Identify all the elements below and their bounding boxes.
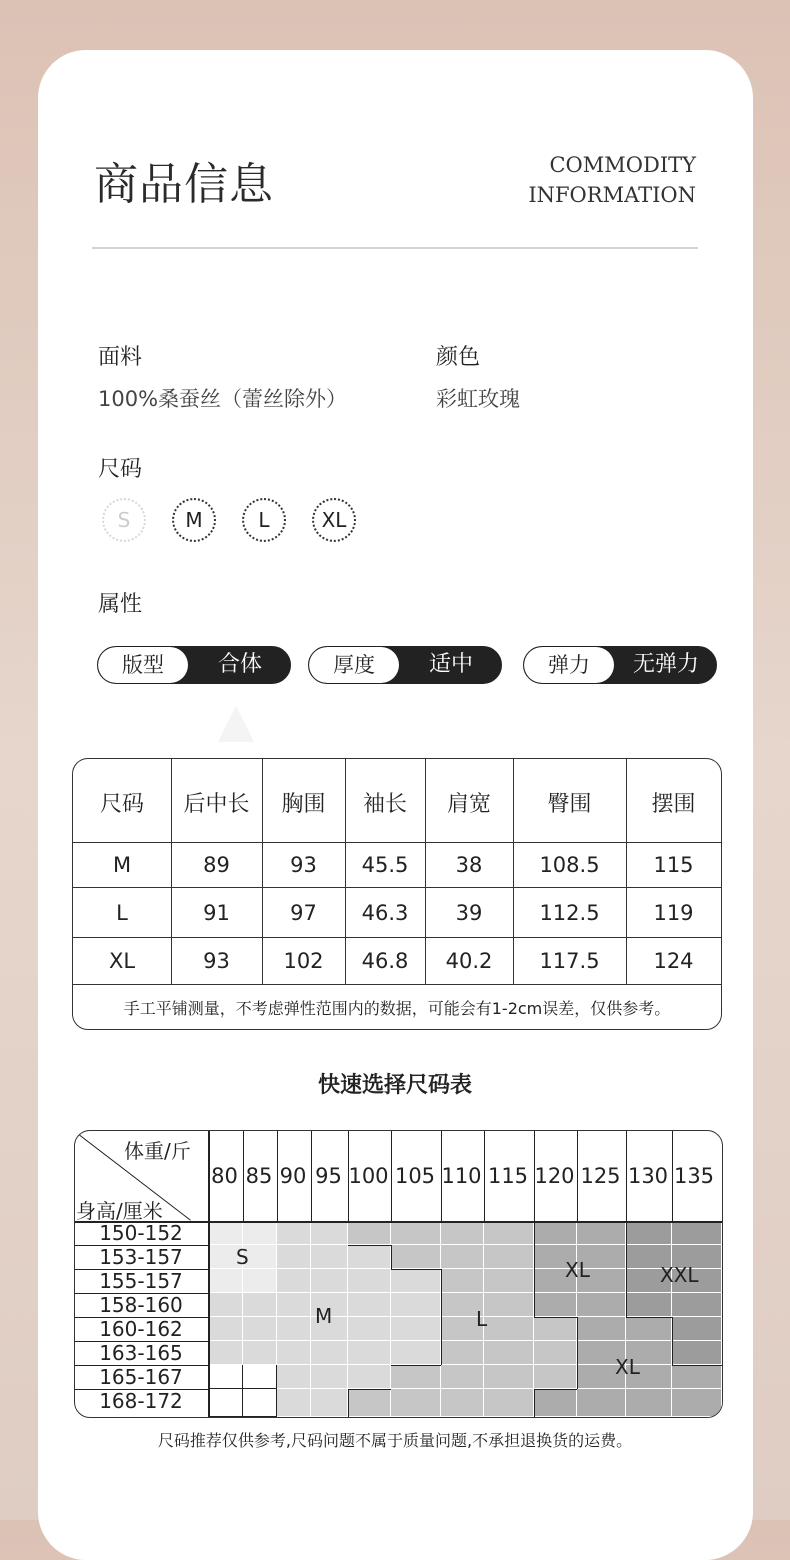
zone-border [534, 1317, 577, 1318]
table-cell: M [112, 853, 132, 877]
grid-cell [391, 1221, 441, 1245]
grid-cell [348, 1221, 391, 1245]
zone-label-xl-lower: XL [615, 1355, 640, 1379]
zone-label-m: M [315, 1304, 333, 1328]
title-en-line1: COMMODITY [549, 153, 696, 177]
grid-cell [348, 1341, 391, 1365]
zone-border [626, 1221, 627, 1317]
divider [92, 247, 698, 249]
grid-cell [243, 1221, 277, 1245]
grid-cell [277, 1269, 311, 1293]
fabric-label: 面料 [98, 345, 143, 370]
grid-cell [243, 1341, 277, 1365]
grid-cell [672, 1221, 722, 1245]
grid-cell [208, 1221, 243, 1245]
size-label: 尺码 [98, 457, 143, 482]
size-option-m[interactable]: M [172, 498, 216, 542]
grid-cell [348, 1269, 391, 1293]
table-cell: 93 [203, 949, 230, 973]
grid-cell [277, 1317, 311, 1341]
grid-cell [311, 1341, 348, 1365]
header-cell: 袖长 [362, 792, 407, 817]
grid-cell [484, 1293, 534, 1317]
weight-header: 125 [580, 1164, 621, 1188]
grid-cell [208, 1293, 243, 1317]
attribute-elasticity-name: 弹力 [524, 647, 614, 683]
weight-header: 105 [394, 1164, 436, 1188]
grid-cell [243, 1269, 277, 1293]
grid-cell [672, 1389, 722, 1417]
table-cell: 108.5 [539, 853, 600, 877]
grid-cell [534, 1293, 577, 1317]
grid-cell [391, 1293, 441, 1317]
grid-cell [208, 1365, 243, 1389]
grid-cell [208, 1389, 243, 1417]
grid-cell [484, 1389, 534, 1417]
table-cell: L [116, 901, 128, 925]
header-cell: 后中长 [183, 792, 250, 817]
grid-cell [277, 1341, 311, 1365]
table-note: 手工平铺测量，不考虑弹性范围内的数据，可能会有1-2cm误差，仅供参考。 [123, 999, 671, 1018]
height-row-label: 163-165 [99, 1341, 183, 1365]
grid-cell [243, 1317, 277, 1341]
table-cell: 45.5 [361, 853, 409, 877]
height-row-label: 165-167 [99, 1365, 183, 1389]
height-row-label: 150-152 [99, 1221, 183, 1245]
grid-cell [672, 1365, 722, 1389]
grid-cell [484, 1341, 534, 1365]
weight-header: 90 [279, 1164, 307, 1188]
header-cell: 胸围 [281, 792, 326, 817]
zone-border [391, 1245, 392, 1269]
attribute-fit-name: 版型 [98, 647, 188, 683]
grid-cell [441, 1389, 484, 1417]
weight-header: 110 [441, 1164, 482, 1188]
grid-cell [311, 1245, 348, 1269]
size-table [72, 758, 722, 1030]
grid-cell [672, 1293, 722, 1317]
attributes-label: 属性 [98, 592, 143, 617]
zone-border [534, 1389, 535, 1417]
grid-cell [348, 1317, 391, 1341]
grid-cell [311, 1221, 348, 1245]
weight-header: 120 [534, 1164, 575, 1188]
zone-border [441, 1269, 442, 1365]
table-cell: 97 [290, 901, 317, 925]
table-cell: 93 [290, 853, 317, 877]
decorative-triangle [218, 706, 254, 742]
size-option-s[interactable]: S [102, 498, 146, 542]
table-cell: 46.3 [361, 901, 409, 925]
grid-cell [577, 1293, 626, 1317]
grid-cell [391, 1389, 441, 1417]
grid-cell [534, 1221, 577, 1245]
weight-header: 80 [211, 1164, 238, 1188]
page-title-en [528, 150, 696, 210]
zone-border [626, 1317, 672, 1318]
grid-cell [534, 1341, 577, 1365]
grid-cell [348, 1245, 391, 1269]
header-cell: 摆围 [651, 792, 696, 817]
table-cell: 38 [455, 853, 483, 877]
grid-cell [348, 1293, 391, 1317]
quick-chart-note: 尺码推荐仅供参考,尺码问题不属于质量问题,不承担退换货的运费。 [157, 1431, 633, 1450]
grid-cell [484, 1245, 534, 1269]
grid-cell [441, 1365, 484, 1389]
grid-cell [534, 1389, 577, 1417]
attribute-thickness-value: 适中 [428, 652, 473, 677]
table-cell: 119 [653, 901, 694, 925]
grid-cell [441, 1341, 484, 1365]
grid-cell [277, 1293, 311, 1317]
title-en-line2: INFORMATION [528, 183, 696, 207]
table-cell: 40.2 [445, 949, 493, 973]
grid-cell [672, 1317, 722, 1341]
zone-border [577, 1317, 578, 1389]
height-row-label: 158-160 [99, 1293, 183, 1317]
attribute-fit [97, 646, 291, 684]
corner-height-label: 身高/厘米 [76, 1199, 163, 1223]
grid-cell [311, 1389, 348, 1417]
corner-weight-label: 体重/斤 [124, 1139, 191, 1163]
zone-border [534, 1389, 577, 1390]
height-row-label: 160-162 [99, 1317, 183, 1341]
grid-cell [577, 1221, 626, 1245]
grid-cell [391, 1245, 441, 1269]
grid-cell [534, 1365, 577, 1389]
height-row-label: 153-157 [99, 1245, 183, 1269]
color-value: 彩虹玫瑰 [436, 387, 520, 411]
fabric-value: 100%桑蚕丝（蕾丝除外） [98, 387, 348, 411]
zone-border [348, 1245, 391, 1246]
zone-label-s: S [236, 1245, 249, 1269]
grid-cell [243, 1365, 277, 1389]
grid-cell [441, 1245, 484, 1269]
grid-cell [243, 1389, 277, 1417]
weight-header: 130 [627, 1164, 669, 1188]
page-title: 商品信息 [94, 159, 274, 210]
grid-cell [243, 1293, 277, 1317]
grid-cell [311, 1365, 348, 1389]
header-cell: 臀围 [547, 792, 592, 817]
grid-cell [391, 1341, 441, 1365]
size-option-l[interactable]: L [242, 498, 286, 542]
grid-cell [391, 1365, 441, 1389]
zone-border [348, 1389, 391, 1390]
grid-cell [348, 1389, 391, 1417]
grid-cell [208, 1269, 243, 1293]
weight-header: 135 [673, 1164, 715, 1188]
grid-cell [672, 1341, 722, 1365]
attribute-elasticity-value: 无弹力 [632, 652, 699, 677]
weight-header: 100 [348, 1164, 389, 1188]
grid-cell [391, 1269, 441, 1293]
zone-border [672, 1317, 673, 1365]
grid-cell [534, 1317, 577, 1341]
zone-border [391, 1365, 441, 1366]
table-cell: 89 [203, 853, 230, 877]
table-cell: XL [108, 949, 136, 973]
grid-cell [348, 1365, 391, 1389]
table-cell: 115 [653, 853, 694, 877]
weight-header: 115 [487, 1164, 529, 1188]
table-cell: 39 [455, 901, 483, 925]
attribute-thickness [308, 646, 502, 684]
grid-cell [626, 1317, 672, 1341]
grid-cell [577, 1389, 626, 1417]
grid-cell [577, 1317, 626, 1341]
table-cell: 102 [283, 949, 324, 973]
zone-label-xxl: XXL [660, 1263, 699, 1287]
grid-cell [208, 1317, 243, 1341]
table-cell: 46.8 [361, 949, 409, 973]
zone-border [534, 1221, 535, 1317]
grid-cell [484, 1317, 534, 1341]
zone-border [391, 1269, 441, 1270]
weight-header: 85 [245, 1164, 273, 1188]
attribute-elasticity [523, 646, 717, 684]
grid-cell [484, 1221, 534, 1245]
table-cell: 124 [653, 949, 694, 973]
grid-cell [484, 1269, 534, 1293]
grid-cell [441, 1269, 484, 1293]
header-cell: 尺码 [99, 792, 144, 817]
zone-label-l: L [476, 1307, 488, 1331]
header-cell: 肩宽 [446, 792, 491, 817]
grid-cell [208, 1341, 243, 1365]
color-label: 颜色 [436, 345, 481, 370]
grid-cell [626, 1221, 672, 1245]
grid-cell [626, 1389, 672, 1417]
zone-border [672, 1365, 722, 1366]
grid-cell [277, 1389, 311, 1417]
grid-cell [277, 1221, 311, 1245]
zone-label-xl: XL [565, 1258, 590, 1282]
height-row-label: 168-172 [99, 1389, 183, 1413]
attribute-fit-value: 合体 [217, 652, 262, 677]
zone-border [348, 1389, 349, 1417]
row-divider [73, 984, 721, 985]
grid-cell [441, 1221, 484, 1245]
height-row-label: 155-157 [99, 1269, 183, 1293]
grid-cell [391, 1317, 441, 1341]
quick-chart-title: 快速选择尺码表 [317, 1073, 472, 1098]
grid-cell [277, 1245, 311, 1269]
grid-cell [484, 1365, 534, 1389]
grid-cell [277, 1365, 311, 1389]
size-option-xl[interactable]: XL [312, 498, 356, 542]
table-cell: 117.5 [539, 949, 600, 973]
grid-cell [626, 1293, 672, 1317]
weight-header: 95 [315, 1164, 342, 1188]
table-cell: 112.5 [539, 901, 600, 925]
attribute-thickness-name: 厚度 [309, 647, 399, 683]
table-cell: 91 [203, 901, 230, 925]
grid-cell [311, 1269, 348, 1293]
